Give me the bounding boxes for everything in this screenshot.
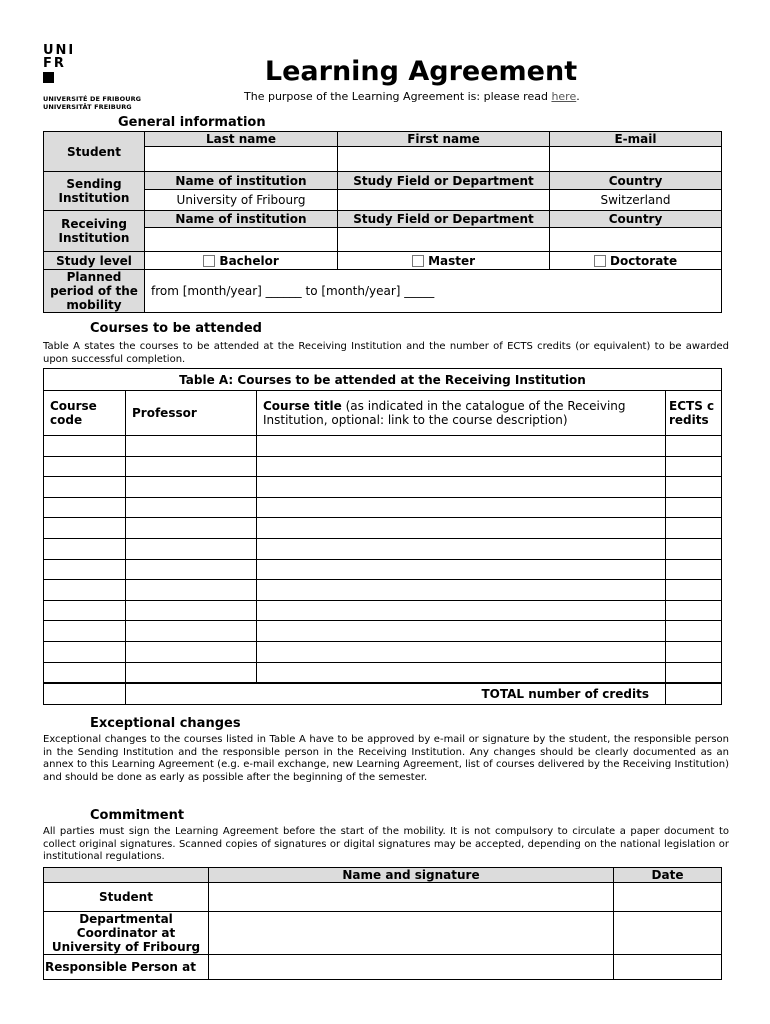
level-bachelor-label: Bachelor (219, 253, 279, 268)
course-title-cell[interactable] (257, 559, 666, 580)
row-label-study-level: Study level (44, 252, 145, 270)
receiving-col-institution: Name of institution (145, 211, 338, 228)
ects-cell[interactable] (666, 538, 722, 559)
professor-cell[interactable] (126, 600, 257, 621)
receiving-institution-input[interactable] (145, 228, 338, 252)
sig-row-coordinator: Departmental Coordinator at University of Fribourg (44, 912, 209, 955)
sig-header-blank (44, 868, 209, 883)
student-date-field[interactable] (614, 883, 722, 912)
responsible-signature-field[interactable] (209, 955, 614, 980)
ects-cell[interactable] (666, 456, 722, 477)
course-code-cell[interactable] (44, 518, 126, 539)
student-first-name-field[interactable] (338, 147, 550, 172)
course-row (44, 538, 722, 559)
ects-cell[interactable] (666, 497, 722, 518)
student-signature-field[interactable] (209, 883, 614, 912)
courses-table-title: Table A: Courses to be attended at the Receiving Institution (44, 369, 722, 391)
course-code-cell[interactable] (44, 662, 126, 683)
col-professor: Professor (126, 391, 257, 436)
doctorate-checkbox[interactable] (594, 255, 606, 267)
professor-cell[interactable] (126, 436, 257, 457)
course-row (44, 497, 722, 518)
col-name-signature: Name and signature (209, 868, 614, 883)
professor-cell[interactable] (126, 538, 257, 559)
sig-row-responsible: Responsible Person at (44, 955, 209, 980)
bachelor-checkbox[interactable] (203, 255, 215, 267)
col-course-title-bold: Course title (263, 399, 342, 413)
purpose-text: The purpose of the Learning Agreement is: please read (244, 90, 552, 103)
courses-table (43, 368, 722, 705)
receiving-col-country: Country (550, 211, 722, 228)
sending-col-country: Country (550, 172, 722, 190)
col-course-title (257, 391, 666, 436)
level-doctorate-label: Doctorate (609, 253, 678, 268)
student-last-name-field[interactable] (145, 147, 338, 172)
courses-heading: Courses to be attended (90, 321, 262, 336)
page-title: Learning Agreement (264, 56, 578, 87)
course-code-cell[interactable] (44, 621, 126, 642)
course-row (44, 559, 722, 580)
col-ects: ECTS credits (666, 391, 722, 436)
professor-cell[interactable] (126, 559, 257, 580)
level-master-cell[interactable] (338, 252, 550, 270)
sending-country-value: Switzerland (550, 190, 722, 211)
sending-institution-value: University of Fribourg (145, 190, 338, 211)
total-label: TOTAL number of credits (126, 683, 666, 705)
exceptional-heading: Exceptional changes (90, 716, 241, 731)
professor-cell[interactable] (126, 662, 257, 683)
col-last-name: Last name (145, 132, 338, 147)
ects-cell[interactable] (666, 662, 722, 683)
general-info-table (43, 131, 722, 313)
course-row (44, 641, 722, 662)
ects-cell[interactable] (666, 436, 722, 457)
purpose-here-link[interactable]: here (551, 90, 577, 103)
ects-cell[interactable] (666, 559, 722, 580)
course-code-cell[interactable] (44, 477, 126, 498)
course-code-cell[interactable] (44, 497, 126, 518)
ects-cell[interactable] (666, 518, 722, 539)
course-row (44, 600, 722, 621)
course-code-cell[interactable] (44, 641, 126, 662)
master-checkbox[interactable] (412, 255, 424, 267)
total-blank-cell (44, 683, 126, 705)
coordinator-signature-field[interactable] (209, 912, 614, 955)
course-title-cell[interactable] (257, 621, 666, 642)
student-email-field[interactable] (550, 147, 722, 172)
col-course-code: Course code (44, 391, 126, 436)
row-label-student: Student (44, 132, 145, 172)
course-code-cell[interactable] (44, 538, 126, 559)
sig-row-student: Student (44, 883, 209, 912)
level-bachelor-cell[interactable] (145, 252, 338, 270)
receiving-field-input[interactable] (338, 228, 550, 252)
sending-col-institution: Name of institution (145, 172, 338, 190)
responsible-date-field[interactable] (614, 955, 722, 980)
course-title-cell[interactable] (257, 456, 666, 477)
col-course-title-rest: (as indicated in the catalogue of the Receiving Institution, optional: link to the course description) (263, 399, 626, 427)
course-row (44, 621, 722, 642)
receiving-col-field: Study Field or Department (338, 211, 550, 228)
professor-cell[interactable] (126, 621, 257, 642)
course-title-cell[interactable] (257, 497, 666, 518)
purpose-end: . (576, 90, 580, 103)
course-title-cell[interactable] (257, 538, 666, 559)
professor-cell[interactable] (126, 518, 257, 539)
course-row (44, 580, 722, 601)
course-code-cell[interactable] (44, 436, 126, 457)
logo-line-fr: FR (43, 56, 66, 71)
courses-intro: Table A states the courses to be attended at the Receiving Institution and the number of ECTS credits (or equivalent) to be awarded upon successful completion. (43, 341, 729, 365)
commitment-heading: Commitment (90, 808, 185, 823)
ects-cell[interactable] (666, 600, 722, 621)
course-row (44, 477, 722, 498)
course-title-cell[interactable] (257, 641, 666, 662)
row-label-sending: Sending Institution (44, 172, 145, 211)
total-credits-field[interactable] (666, 683, 722, 705)
col-date: Date (614, 868, 722, 883)
ects-cell[interactable] (666, 477, 722, 498)
professor-cell[interactable] (126, 477, 257, 498)
course-row (44, 456, 722, 477)
course-code-cell[interactable] (44, 559, 126, 580)
sending-field-input[interactable] (338, 190, 550, 211)
coordinator-date-field[interactable] (614, 912, 722, 955)
course-row (44, 518, 722, 539)
receiving-country-input[interactable] (550, 228, 722, 252)
course-row (44, 436, 722, 457)
course-title-cell[interactable] (257, 436, 666, 457)
logo-name-de: UNIVERSITÄT FREIBURG (43, 103, 132, 111)
course-title-cell[interactable] (257, 477, 666, 498)
logo-name-fr: UNIVERSITÉ DE FRIBOURG (43, 95, 142, 103)
signature-table (43, 867, 722, 980)
professor-cell[interactable] (126, 580, 257, 601)
course-row (44, 662, 722, 683)
col-email: E-mail (550, 132, 722, 147)
course-code-cell[interactable] (44, 600, 126, 621)
professor-cell[interactable] (126, 497, 257, 518)
level-master-label: Master (428, 253, 476, 268)
level-doctorate-cell[interactable] (550, 252, 722, 270)
exceptional-text: Exceptional changes to the courses listed in Table A have to be approved by e-mail or signature by the student, the responsible person in the Sending Institution and the responsible person in the Receiving Institution. Any changes should be clearly documented as an annex to this Learning Agreement (e.g. e-mail exchange, new Learning Agreement, list of courses delivered by the Receiving Institution) and should be done as early as possible after the beginning of the semester. (43, 734, 729, 783)
course-title-cell[interactable] (257, 662, 666, 683)
general-heading: General information (118, 115, 266, 130)
course-title-cell[interactable] (257, 600, 666, 621)
row-label-receiving: Receiving Institution (44, 211, 145, 252)
ects-cell[interactable] (666, 641, 722, 662)
course-code-cell[interactable] (44, 456, 126, 477)
row-label-period: Planned period of the mobility (44, 270, 145, 313)
ects-cell[interactable] (666, 580, 722, 601)
period-field[interactable]: from [month/year] ______ to [month/year] _____ (145, 270, 722, 313)
course-title-cell[interactable] (257, 518, 666, 539)
course-code-cell[interactable] (44, 580, 126, 601)
col-first-name: First name (338, 132, 550, 147)
course-title-cell[interactable] (257, 580, 666, 601)
commitment-text: All parties must sign the Learning Agreement before the start of the mobility. It is not compulsory to circulate a paper document to collect original signatures. Scanned copies of signatures or digital signatures may be accepted, depending on the national legislation or institutional regulations. (43, 826, 729, 863)
professor-cell[interactable] (126, 641, 257, 662)
logo-line-uni: UNI (43, 43, 76, 58)
professor-cell[interactable] (126, 456, 257, 477)
sending-col-field: Study Field or Department (338, 172, 550, 190)
purpose-line (244, 90, 580, 103)
ects-cell[interactable] (666, 621, 722, 642)
